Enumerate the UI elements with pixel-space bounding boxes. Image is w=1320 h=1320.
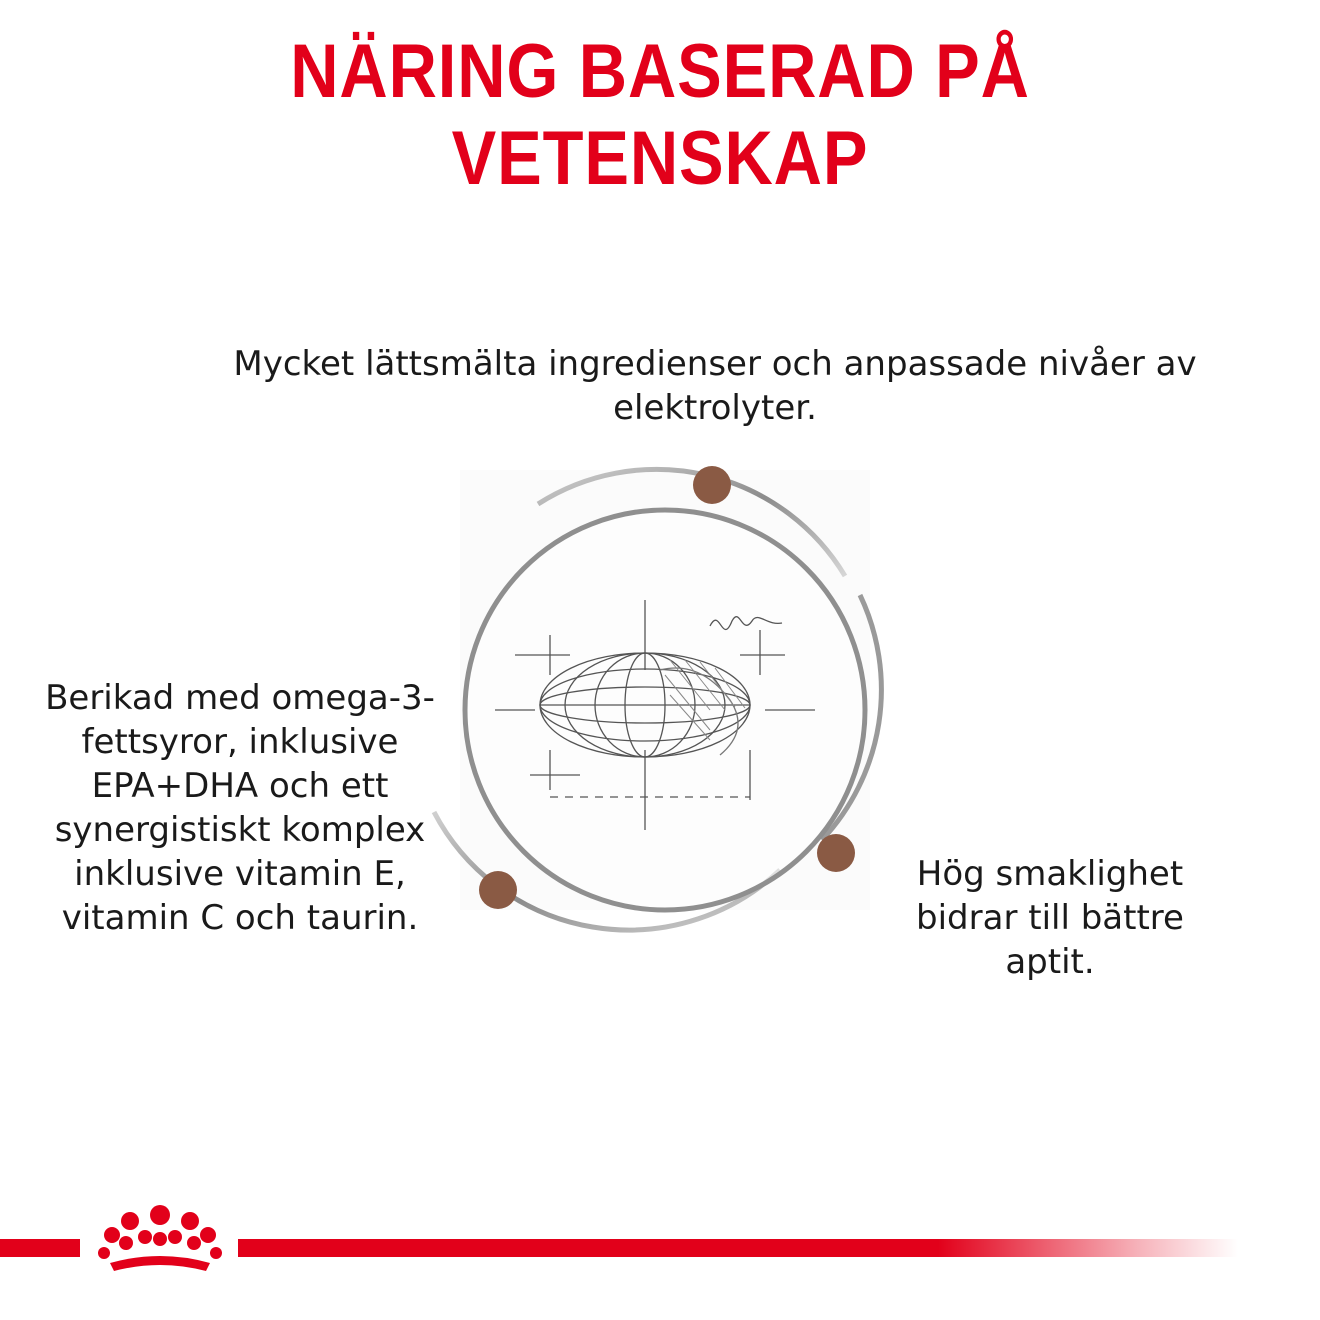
footer-band-right xyxy=(238,1239,1238,1257)
page-title: NÄRING BASERAD PÅ VETENSKAP xyxy=(290,29,1030,201)
kibble-diagram xyxy=(420,450,900,950)
crown-logo-icon xyxy=(90,1205,230,1283)
benefit-digestibility: Mycket lättsmälta ingredienser och anpassade nivåer av elektrolyter. xyxy=(233,344,1197,428)
benefit-omega3: Berikad med omega-3-fettsyror, inklusive EPA+DHA och ett synergistiskt komplex inklusive vitamin E, vitamin C och taurin. xyxy=(45,678,435,938)
dot-top xyxy=(693,466,731,504)
dot-right xyxy=(817,834,855,872)
benefit-palatability: Hög smaklighet bidrar till bättre aptit. xyxy=(916,854,1184,982)
dot-left xyxy=(479,871,517,909)
footer-band-left xyxy=(0,1239,80,1257)
